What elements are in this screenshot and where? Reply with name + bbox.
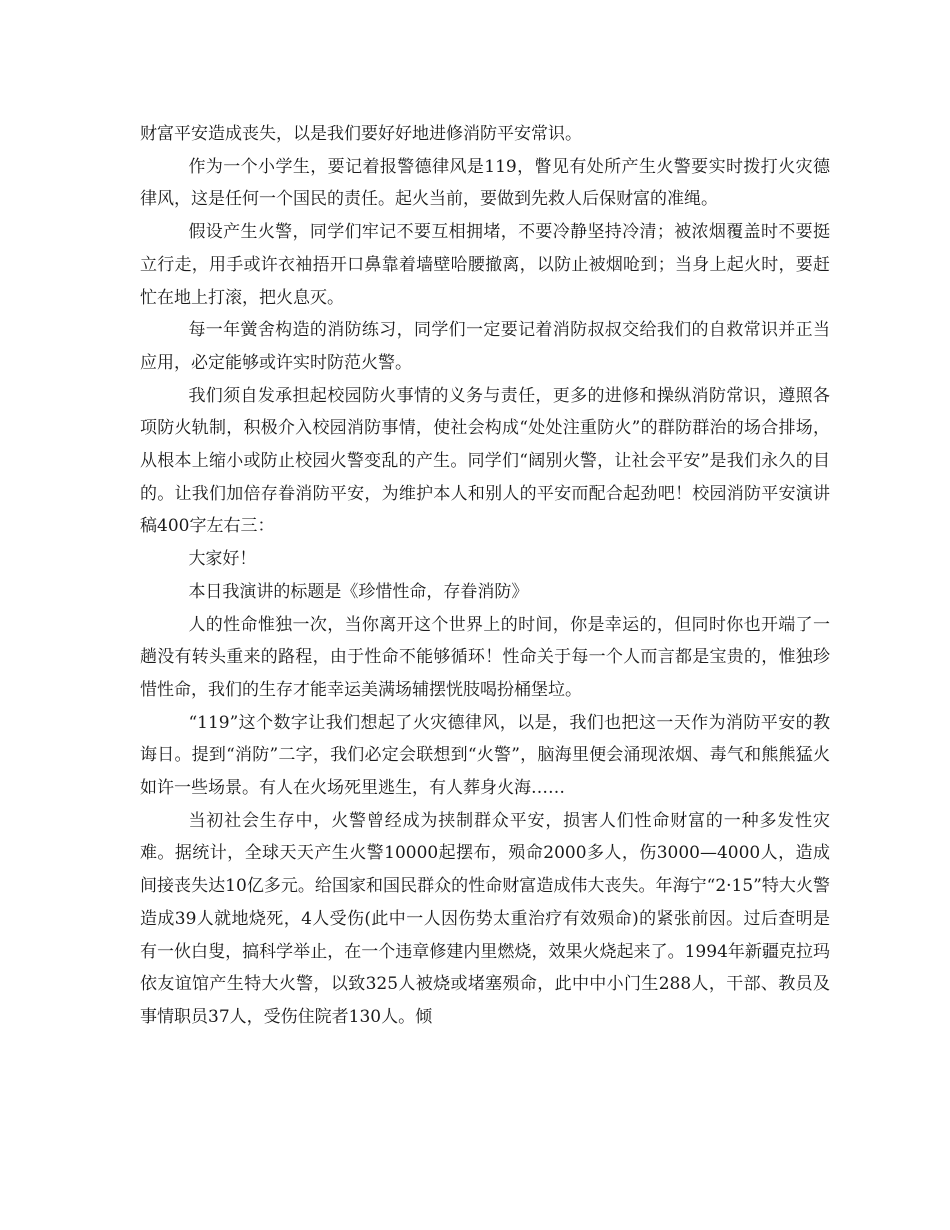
paragraph: 作为一个小学生，要记着报警德律风是119，瞥见有处所产生火警要实时拨打火灾德律风，这是任何一个国民的责任。起火当前，要做到先救人后保财富的准绳。 [140, 156, 830, 210]
greeting: 大家好！ [188, 549, 257, 570]
body-text [140, 118, 830, 1034]
paragraph: “119”这个数字让我们想起了火灾德律风，以是，我们也把这一天作为消防平安的教诲日。提到“消防”二字，我们必定会联想到“火警”，脑海里便会涌现浓烟、毒气和熊熊猛火如许一些场景。有人在火场死里逃生，有人葬身火海…… [140, 712, 830, 799]
paragraph: 人的性命惟独一次，当你离开这个世界上的时间，你是幸运的，但同时你也开端了一趟没有转头重来的路程，由于性命不能够循环！性命关于每一个人而言都是宝贵的，惟独珍惜性命，我们的生存才能幸运美满场辅摆恍肢喝扮桶堡垃。 [140, 614, 830, 700]
paragraph: 每一年黉舍构造的消防练习，同学们一定要记着消防叔叔交给我们的自救常识并正当应用，必定能够或许实时防范火警。 [140, 320, 830, 373]
paragraph: 财富平安造成丧失，以是我们要好好地进修消防平安常识。 [140, 124, 582, 144]
speech-title-line: 本日我演讲的标题是《珍惜性命，存眷消防》 [188, 581, 529, 602]
paragraph: 假设产生火警，同学们牢记不要互相拥堵，不要冷静坚持冷清；被浓烟覆盖时不要挺立行走，用手或许衣袖捂开口鼻靠着墙壁哈腰撤离，以防止被烟呛到；当身上起火时，要赶忙在地上打滚，把火息灭。 [140, 222, 830, 308]
paragraph: 我们须自发承担起校园防火事情的义务与责任，更多的进修和操纵消防常识，遵照各项防火轨制，积极介入校园消防事情，使社会构成“处处注重防火”的群防群治的场合排场，从根本上缩小或防止校园火警变乱的产生。同学们“阔别火警，让社会平安”是我们永久的目的。让我们加倍存眷消防平安，为维护本人和别人的平安而配合起劲吧！校园消防平安演讲稿400字左右三： [140, 385, 830, 537]
paragraph: 当初社会生存中，火警曾经成为挟制群众平安，损害人们性命财富的一种多发性灾难。据统计，全球天天产生火警10000起摆布，殒命2000多人，伤3000—4000人，造成间接丧失达10亿多元。给国家和国民群众的性命财富造成伟大丧失。年海宁“2·15”特大火警造成39人就地烧死，4人受伤(此中一人因伤势太重治疗有效殒命)的紧张前因。过后查明是有一伙白叟，搞科学举止，在一个违章修建内里燃烧，效果火烧起来了。1994年新疆克拉玛依友谊馆产生特大火警，以致325人被烧或堵塞殒命，此中中小门生288人，干部、教员及事情职员37人，受伤住院者130人。倾 [140, 810, 830, 1027]
